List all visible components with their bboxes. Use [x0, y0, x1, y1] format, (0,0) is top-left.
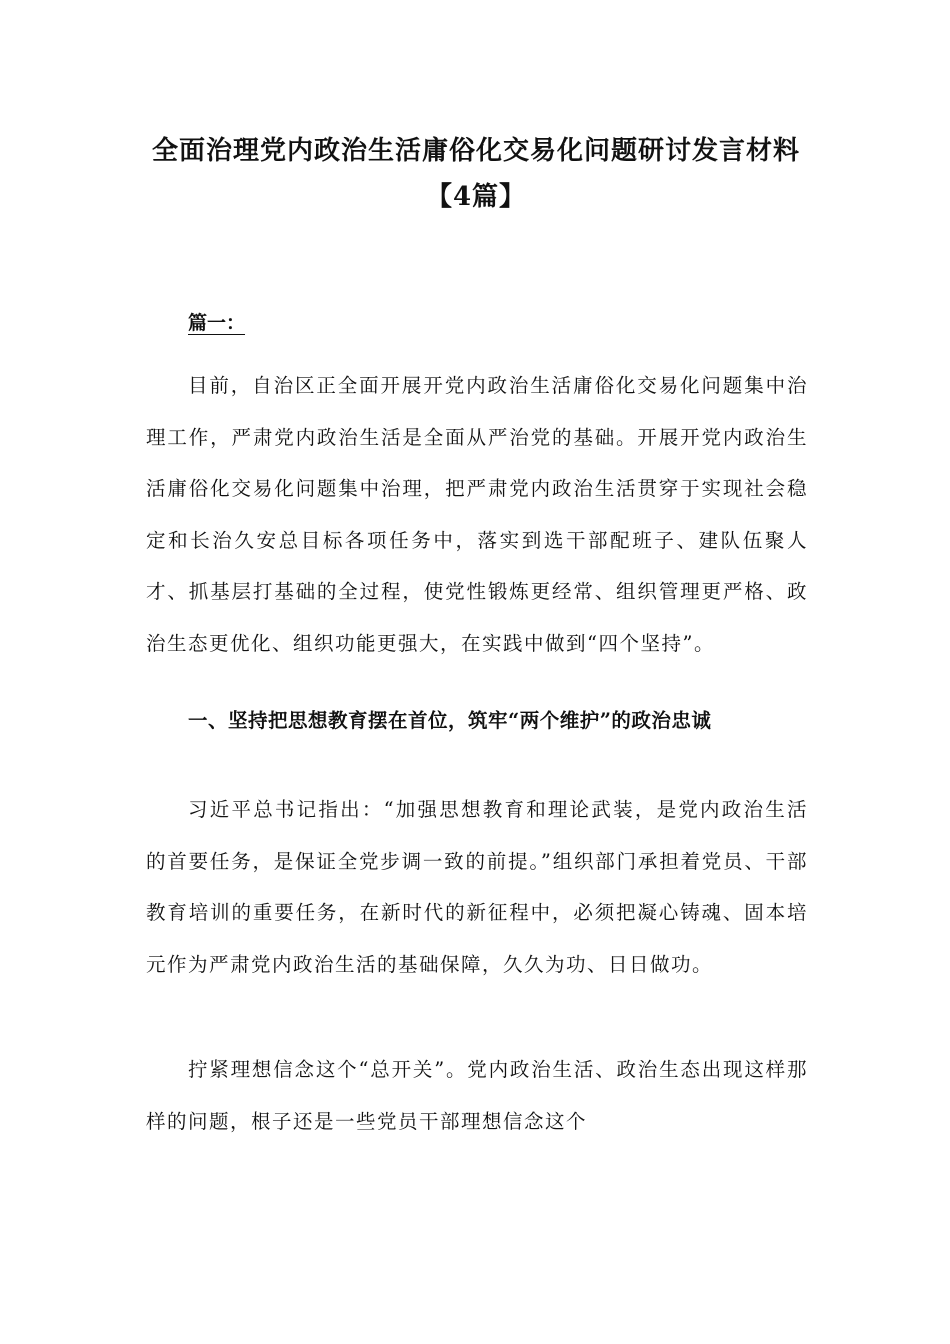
body-paragraph-1: 目前，自治区正全面开展开党内政治生活庸俗化交易化问题集中治理工作，严肃党内政治生活是全面从严治党的基础。开展开党内政治生活庸俗化交易化问题集中治理，把严肃党内政治生活贯穿于实现社会稳定和长治久安总目标各项任务中，落实到选干部配班子、建队伍聚人才、抓基层打基础的全过程，使党性锻炼更经常、组织管理更严格、政治生态更优化、组织功能更强大，在实践中做到“四个坚持”。 [146, 374, 808, 655]
document-title: 全面治理党内政治生活庸俗化交易化问题研讨发言材料【4篇】 [151, 136, 800, 212]
section-label: 篇一： [188, 312, 246, 334]
body-paragraph-2: 习近平总书记指出：“加强思想教育和理论武装，是党内政治生活的首要任务，是保证全党步调一致的前提。”组织部门承担着党员、干部教育培训的重要任务，在新时代的新征程中，必须把凝心铸魂、固本培元作为严肃党内政治生活的基础保障，久久为功、日日做功。 [146, 798, 808, 976]
body-paragraph-3: 拧紧理想信念这个“总开关”。党内政治生活、政治生态出现这样那样的问题，根子还是一些党员干部理想信念这个 [146, 1058, 808, 1133]
section-heading-1: 一、坚持把思想教育摆在首位，筑牢“两个维护”的政治忠诚 [188, 709, 712, 732]
